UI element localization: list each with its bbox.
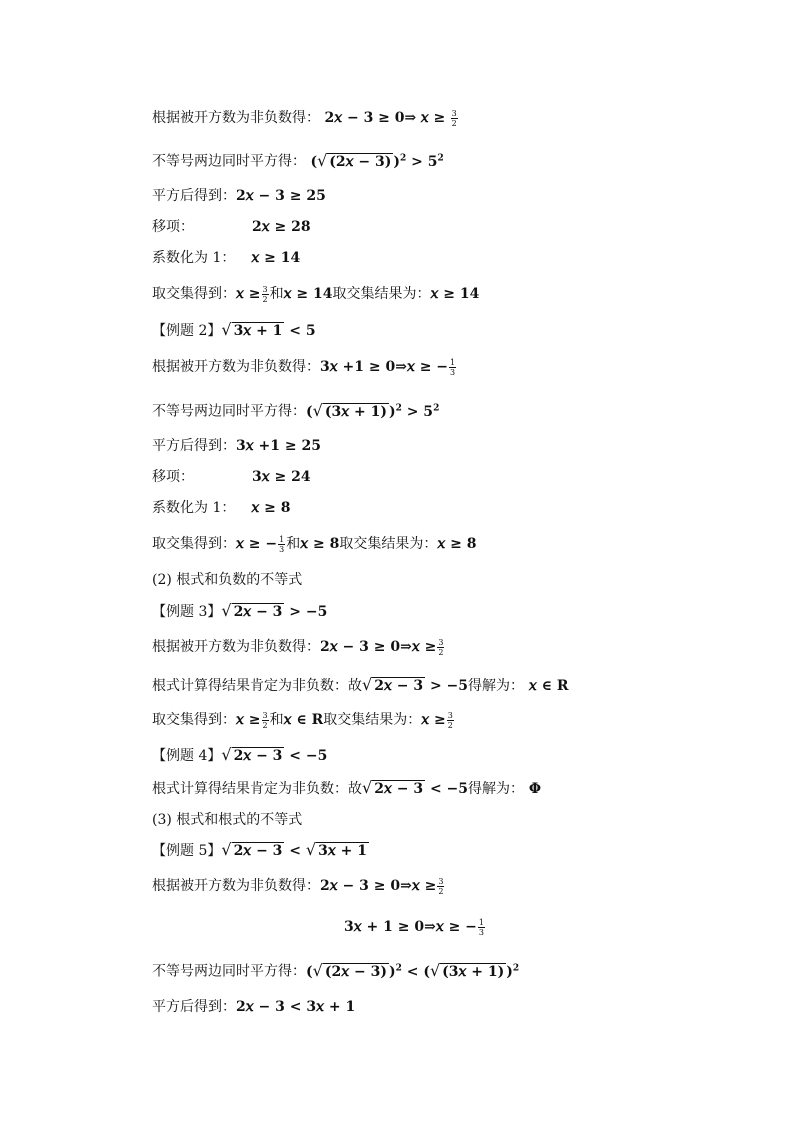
section-heading: (3) 根式和根式的不等式 bbox=[152, 812, 303, 828]
fraction: $\frac{3}{2}$ bbox=[451, 108, 457, 128]
intersection-line: 取交集得到：𝑥 ≥ − $\frac{1}{3}$ 和𝑥 ≥ 8取交集结果为：𝑥 ≥ 8 bbox=[152, 534, 477, 554]
intersection-line: 取交集得到：𝑥 ≥ $\frac{3}{2}$ 和𝑥 ∈ R取交集结果为：𝑥 ≥ $\frac{3}{2}$ bbox=[152, 710, 453, 730]
squared-result-line: 平方后得到：2𝑥 − 3 ≥ 25 bbox=[152, 188, 326, 204]
example-3-heading: 【例题 3】√ 2𝑥 − 3 > −5 bbox=[152, 601, 328, 620]
intersection-line: 取交集得到：𝑥 ≥ $\frac{3}{2}$ 和𝑥 ≥ 14取交集结果为：𝑥 ≥ 14 bbox=[152, 284, 480, 304]
nonnegative-line: 根式计算得结果肯定为非负数：故√ 2𝑥 − 3 < −5得解为： Φ bbox=[152, 778, 542, 797]
condition-line-2: 3𝑥 + 1 ≥ 0⇒𝑥 ≥ − $\frac{1}{3}$ bbox=[344, 917, 485, 937]
square-both-sides-line: 不等号两边同时平方得： (√ (2𝑥 − 3) )$^2 > 5^2$ bbox=[152, 150, 444, 170]
square-both-sides-line: 不等号两边同时平方得：(√ (3𝑥 + 1) )$^2 > 5^2$ bbox=[152, 400, 440, 420]
nonnegative-line: 根式计算得结果肯定为非负数：故√ 2𝑥 − 3 > −5得解为： 𝑥 ∈ R bbox=[152, 675, 569, 694]
example-2-heading: 【例题 2】√ 3𝑥 + 1 < 5 bbox=[152, 320, 316, 339]
condition-line: 根据被开方数为非负数得：3𝑥 +1 ≥ 0⇒𝑥 ≥ − $\frac{1}{3}$ bbox=[152, 357, 456, 377]
square-both-sides-line: 不等号两边同时平方得：(√ (2𝑥 − 3) )$^2$ < (√ (3𝑥 + 1) )$^2$ bbox=[152, 960, 520, 980]
coefficient-line: 系数化为 1： 𝑥 ≥ 14 bbox=[152, 250, 301, 266]
squared-result-line: 平方后得到：2𝑥 − 3 < 3𝑥 + 1 bbox=[152, 999, 356, 1015]
condition-line: 根据被开方数为非负数得：2𝑥 − 3 ≥ 0⇒𝑥 ≥ $\frac{3}{2}$ bbox=[152, 637, 444, 657]
condition-line: 根据被开方数为非负数得：2𝑥 − 3 ≥ 0⇒𝑥 ≥ $\frac{3}{2}$ bbox=[152, 876, 444, 896]
condition-line: 根据被开方数为非负数得： 2𝑥 − 3 ≥ 0⇒ 𝑥 ≥ $\frac{3}{2}$ bbox=[152, 108, 457, 128]
math-expression: 2𝑥 − 3 ≥ 0⇒ bbox=[324, 110, 417, 126]
squared-result-line: 平方后得到：3𝑥 +1 ≥ 25 bbox=[152, 438, 321, 454]
coefficient-line: 系数化为 1： 𝑥 ≥ 8 bbox=[152, 500, 291, 516]
section-heading: (2) 根式和负数的不等式 bbox=[152, 572, 303, 588]
example-5-heading: 【例题 5】√ 2𝑥 − 3 < √ 3𝑥 + 1 bbox=[152, 840, 367, 859]
example-4-heading: 【例题 4】√ 2𝑥 − 3 < −5 bbox=[152, 745, 328, 764]
move-terms-line: 移项： 3𝑥 ≥ 24 bbox=[152, 469, 311, 485]
move-terms-line: 移项： 2𝑥 ≥ 28 bbox=[152, 219, 311, 235]
